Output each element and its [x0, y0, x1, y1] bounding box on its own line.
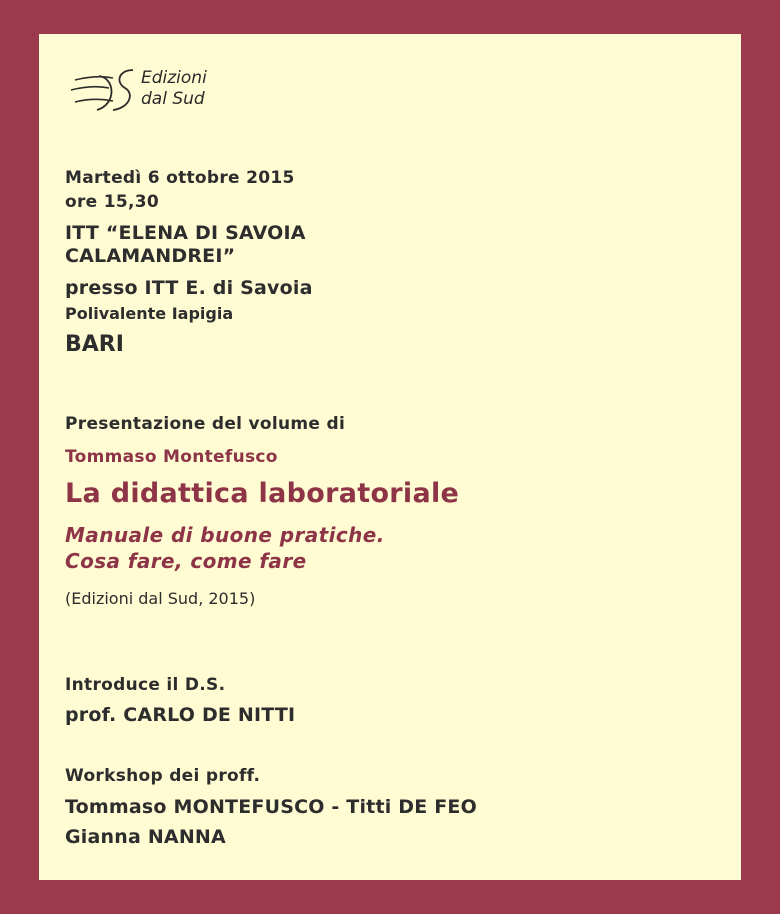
workshop-label: Workshop dei proff. — [65, 766, 261, 786]
publisher-logo — [69, 66, 229, 116]
workshop-speakers-line1: Tommaso MONTEFUSCO - Titti DE FEO — [65, 796, 477, 818]
event-time: ore 15,30 — [65, 192, 159, 212]
eds-logo-icon — [69, 66, 139, 116]
invitation-card — [39, 34, 741, 880]
book-publication: (Edizioni dal Sud, 2015) — [65, 589, 256, 608]
publisher-name — [141, 68, 207, 110]
book-subtitle-line2: Cosa fare, come fare — [65, 549, 307, 573]
venue-detail: Polivalente Iapigia — [65, 304, 234, 323]
school-name-line2: CALAMANDREI” — [65, 245, 236, 267]
publisher-name-line2: dal Sud — [141, 89, 205, 109]
city: BARI — [65, 332, 124, 357]
publisher-name-line1: Edizioni — [141, 68, 207, 88]
book-subtitle-line1: Manuale di buone pratiche. — [65, 523, 385, 547]
book-author: Tommaso Montefusco — [65, 447, 278, 467]
workshop-speakers-line2: Gianna NANNA — [65, 826, 226, 848]
event-date: Martedì 6 ottobre 2015 — [65, 168, 295, 188]
introduction-speaker: prof. CARLO DE NITTI — [65, 704, 296, 726]
venue: presso ITT E. di Savoia — [65, 277, 313, 299]
book-title: La didattica laboratoriale — [65, 478, 460, 509]
introduction-label: Introduce il D.S. — [65, 675, 226, 695]
presentation-intro: Presentazione del volume di — [65, 414, 346, 434]
school-name-line1: ITT “ELENA DI SAVOIA — [65, 222, 306, 244]
